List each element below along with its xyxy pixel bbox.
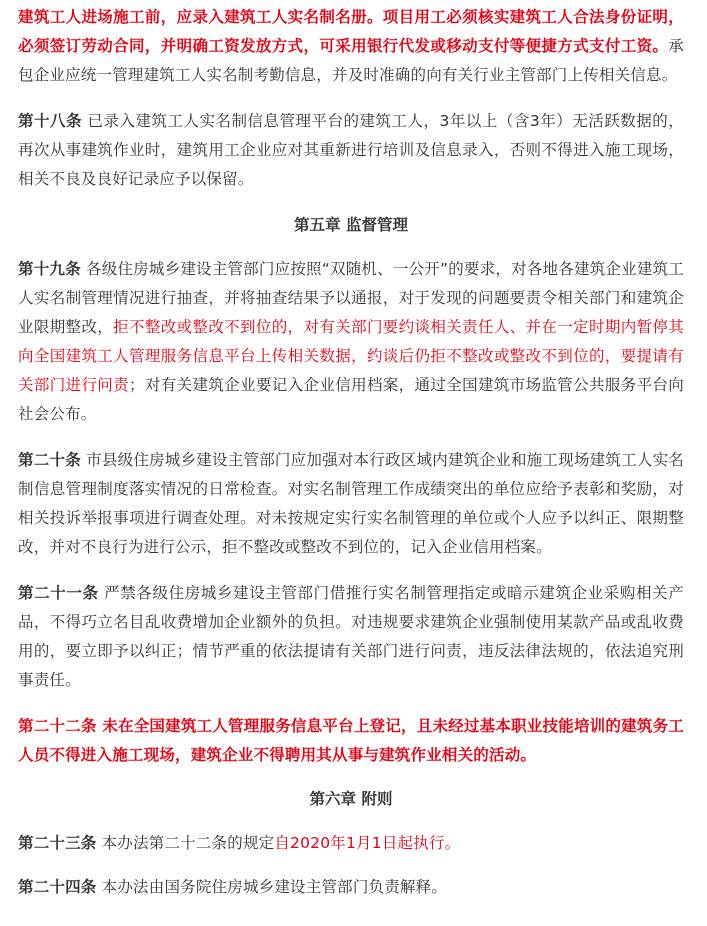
paragraph-worker-entry <box>18 3 684 90</box>
article-label: 第二十四条 <box>18 878 97 896</box>
article-text: 本办法第二十二条的规定 <box>96 834 275 852</box>
article-label: 第二十条 <box>18 451 81 469</box>
article-text: 本办法由国务院住房城乡建设主管部门负责解释。 <box>96 878 448 896</box>
article-text: 已录入建筑工人实名制信息管理平台的建筑工人，3年以上（含3年）无活跃数据的，再次从事建筑作业时，建筑用工企业应对其重新进行培训及信息录入，否则不得进入施工现场，相关不良及良好记录应予以保留。 <box>18 112 684 188</box>
article-19 <box>18 255 684 429</box>
article-21 <box>18 579 684 695</box>
article-label: 第二十一条 <box>18 584 99 602</box>
article-22 <box>18 712 684 770</box>
article-24 <box>18 873 684 902</box>
document-body <box>18 0 684 902</box>
chapter-5-heading: 第五章 监督管理 <box>294 216 408 234</box>
article-23 <box>18 829 684 858</box>
highlight-effective-date: 自2020年1月1日起执行。 <box>274 834 461 852</box>
article-text: 未在全国建筑工人管理服务信息平台上登记，且未经过基本职业技能培训的建筑务工人员不得进入施工现场，建筑企业不得聘用其从事与建筑作业相关的活动。 <box>18 717 684 764</box>
paragraph-text: 承包企业应统一管理建筑工人实名制考勤信息，并及时准确的向有关行业主管部门上传相关信息。 <box>18 37 684 84</box>
article-text-continued: ；对有关建筑企业要记入企业信用档案，通过全国建筑市场监管公共服务平台向社会公布。 <box>18 376 684 423</box>
article-label: 第十九条 <box>18 260 81 278</box>
highlight-accountability: 拒不整改或整改不到位的，对有关部门要约谈相关责任人、并在一定时期内暂停其向全国建筑工人管理服务信息平台上传相关数据，约谈后仍拒不整改或整改不到位的，要提请有关部门进行问责 <box>18 318 685 394</box>
highlight-entry-requirements: 建筑工人进场施工前，应录入建筑工人实名制名册。项目用工必须核实建筑工人合法身份证明，必须签订劳动合同，并明确工资发放方式，可采用银行代发或移动支付等便捷方式支付工资。 <box>18 8 684 55</box>
chapter-6-heading: 第六章 附则 <box>309 790 393 808</box>
article-text: 各级住房城乡建设主管部门应按照“双随机、一公开”的要求，对各地各建筑企业建筑工人实名制管理情况进行抽查，并将抽查结果予以通报，对于发现的问题要责令相关部门和建筑企业限期整改， <box>18 260 684 336</box>
article-text: 严禁各级住房城乡建设主管部门借推行实名制管理指定或暗示建筑企业采购相关产品，不得巧立名目乱收费增加企业额外的负担。对违规要求建筑企业强制使用某款产品或乱收费用的，要立即予以纠正；情节严重的依法提请有关部门进行问责，违反法律法规的，依法追究刑事责任。 <box>18 584 684 689</box>
article-20 <box>18 446 684 562</box>
article-label: 第二十二条 <box>18 717 97 735</box>
article-text: 市县级住房城乡建设主管部门应加强对本行政区域内建筑企业和施工现场建筑工人实名制信息管理制度落实情况的日常检查。对实名制管理工作成绩突出的单位应给予表彰和奖励，对相关投诉举报事项进行调查处理。对未按规定实行实名制管理的单位或个人应予以纠正、限期整改，并对不良行为进行公示，拒不整改或整改不到位的，记入企业信用档案。 <box>18 451 684 556</box>
article-label: 第二十三条 <box>18 834 97 852</box>
article-18 <box>18 107 684 194</box>
article-label: 第十八条 <box>18 112 83 130</box>
